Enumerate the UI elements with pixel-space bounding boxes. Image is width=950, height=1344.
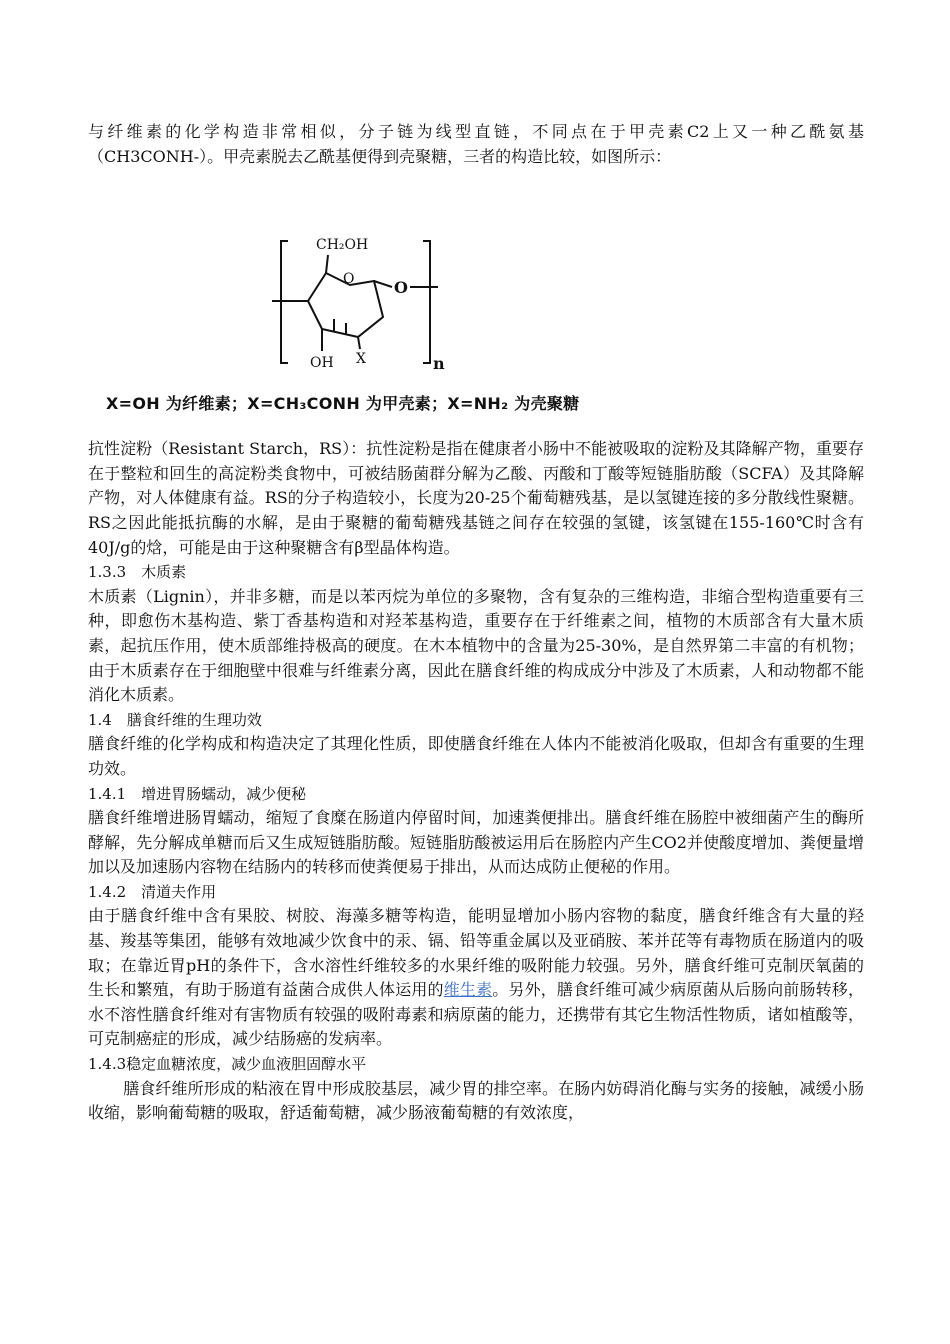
- document-page: [88, 120, 864, 1126]
- ring-oxygen-label: O: [343, 271, 355, 288]
- oh-label: OH: [310, 355, 334, 372]
- heading-1-4-3: 1.4.3稳定血糖浓度，减少血液胆固醇水平: [88, 1055, 367, 1074]
- x-label: X: [356, 351, 366, 368]
- scavenger-text-part1: 由于膳食纤维中含有果胶、树胶、海藻多糖等构造，能明显增加小肠内容物的黏度，膳食纤维含有大量的羟基、羧基等集团，能够有效地减少饮食中的汞、镉、铅等重金属以及亚硝胺、苯并芘等有毒物质在肠道内的吸取；在靠近胃pH的条件下，含水溶性纤维较多的水果纤维的吸附能力较强。另外，膳食纤维可克制厌氧菌的生长和繁殖，有助于肠道有益菌合成供人体运用的: [88, 906, 864, 1000]
- paragraph-peristalsis: 膳食纤维增进肠胃蠕动，缩短了食糜在肠道内停留时间，加速粪便排出。膳食纤维在肠腔中被细菌产生的酶所酵解，先分解成单糖而后又生成短链脂肪酸。短链脂肪酸被运用后在肠腔内产生CO2并使酸度增加、粪便量增加以及加速肠内容物在结肠内的转移而使粪便易于排出，从而达成防止便秘的作用。: [88, 808, 864, 877]
- heading-1-4: 1.4 膳食纤维的生理功效: [88, 710, 262, 729]
- right-bracket: [423, 241, 430, 363]
- scavenger-text-part2: 。另外，膳食纤维可减少病原菌从后肠向前肠转移，水不溶性膳食纤维对有害物质有较强的吸附毒素和病原菌的能力，还携带有其它生物活性物质，诸如植酸等，可克制癌症的形成，减少结肠癌的发病率。: [88, 980, 864, 1049]
- vitamin-link[interactable]: 维生素: [443, 980, 493, 1000]
- heading-1-3-3: 1.3.3 木质素: [88, 563, 187, 582]
- figure-caption: X=OH 为纤维素；X=CH₃CONH 为甲壳素；X=NH₂ 为壳聚糖: [106, 394, 580, 414]
- paragraph-physiological-intro: 膳食纤维的化学构成和构造决定了其理化性质，即使膳食纤维在人体内不能被消化吸取，但却含有重要的生理功效。: [88, 734, 864, 778]
- structure-figure: [88, 169, 864, 437]
- n-subscript-label: n: [433, 354, 445, 374]
- heading-1-4-2: 1.4.2 清道夫作用: [88, 882, 217, 901]
- ch2oh-label: CH₂OH: [316, 237, 369, 254]
- linking-oxygen-label: O: [394, 278, 408, 298]
- paragraph-resistant-starch: 抗性淀粉（Resistant Starch，RS）：抗性淀粉是指在健康者小肠中不能被吸取的淀粉及其降解产物，重要存在于整粒和回生的高淀粉类食物中，可被结肠菌群分解为乙酸、丙酸和丁酸等短链脂肪酸（SCFA）及其降解产物，对人体健康有益。RS的分子构造较小，长度为20-25个葡萄糖残基，是以氢键连接的多分散线性聚糖。RS之因此能抵抗酶的水解，是由于聚糖的葡萄糖残基链之间存在较强的氢键，该氢键在155-160℃时含有40J/g的焓，可能是由于这种聚糖含有β型晶体构造。: [88, 439, 864, 557]
- paragraph-lignin: 木质素（Lignin），并非多糖，而是以苯丙烷为单位的多聚物，含有复杂的三维构造，非缩合型构造重要有三种，即愈伤木基构造、紫丁香基构造和对羟苯基构造，重要存在于纤维素之间，植物的木质部含有大量木质素，起抗压作用，使木质部维持极高的硬度。在木本植物中的含量为25-30%，是自然界第二丰富的有机物；由于木质素存在于细胞壁中很难与纤维素分离，因此在膳食纤维的构成成分中涉及了木质素，人和动物都不能消化木质素。: [88, 586, 864, 705]
- paragraph-chitin-intro: 与纤维素的化学构造非常相似，分子链为线型直链，不同点在于甲壳素C2上又一种乙酰氨基（CH3CONH-）。甲壳素脱去乙酰基便得到壳聚糖，三者的构造比较，如图所示：: [88, 122, 864, 166]
- heading-1-4-1: 1.4.1 增进胃肠蠕动，减少便秘: [88, 784, 307, 803]
- paragraph-scavenger: [88, 904, 864, 1052]
- paragraph-blood-sugar: 膳食纤维所形成的粘液在胃中形成胶基层，减少胃的排空率。在肠内妨碍消化酶与实务的接触，减缓小肠收缩，影响葡萄糖的吸取，舒适葡萄糖，减少肠液葡萄糖的有效浓度，: [88, 1078, 864, 1123]
